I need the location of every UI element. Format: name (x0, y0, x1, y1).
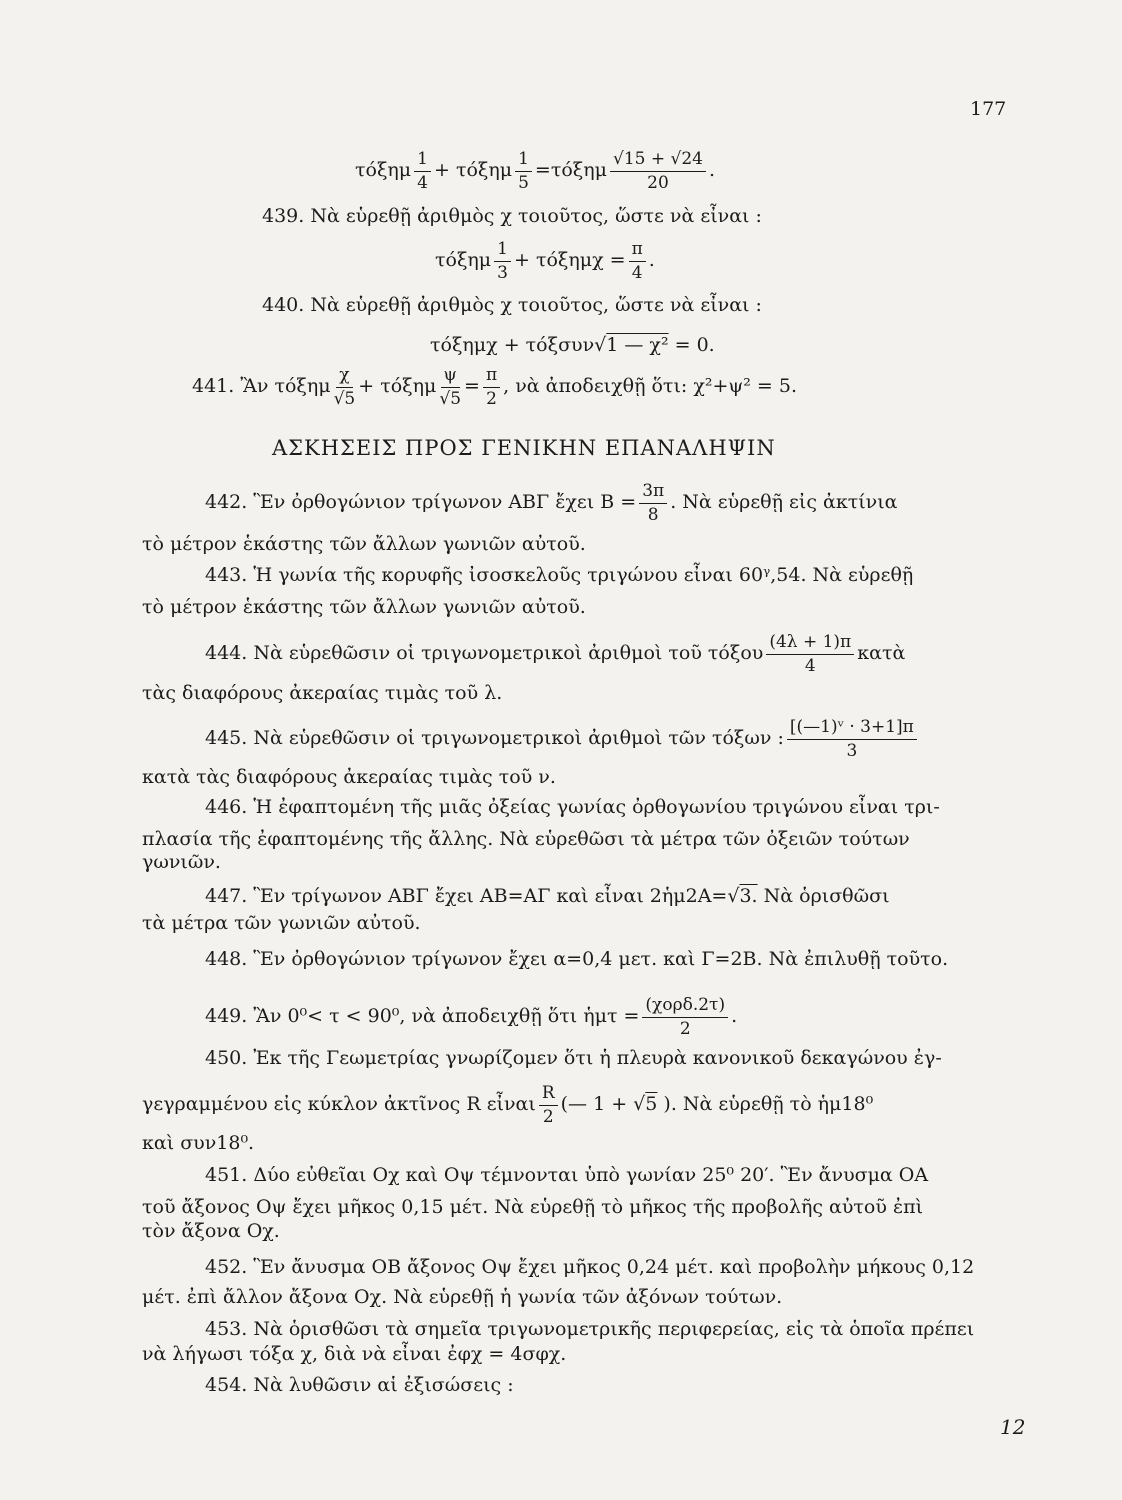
equation-top (355, 150, 715, 192)
eq-text: τόξημ (355, 159, 412, 182)
radicand: 1 — χ² (606, 334, 669, 356)
eq-text: τόξημ (435, 249, 492, 272)
page-number: 177 (970, 98, 1007, 120)
fraction (414, 150, 431, 192)
denominator: 4 (804, 655, 816, 676)
problem-449-line-1 (205, 996, 737, 1038)
problem-text: κατὰ (857, 642, 906, 665)
problem-text: Νὰ ὁρισθῶσι (757, 885, 890, 907)
eq-text: = 0. (668, 334, 715, 356)
fraction (483, 366, 500, 408)
fraction (610, 150, 706, 192)
problem-445-line-2: κατὰ τὰς διαφόρους ἀκεραίας τιμὰς τοῦ ν. (142, 766, 556, 788)
problem-text: . (731, 1005, 738, 1028)
problem-453-line-2: νὰ λήγωσι τόξα χ, διὰ νὰ εἶναι ἐφχ = 4σφχ. (142, 1343, 567, 1365)
problem-text: = (464, 375, 480, 398)
eq-text: + τόξημ (433, 159, 513, 182)
problem-446-line-3: γωνιῶν. (142, 851, 221, 873)
problem-451-line-3: τὸν ἄξονα Οχ. (142, 1220, 280, 1242)
problem-text: 449. Ἂν 0⁰< τ < 90⁰, νὰ ἀποδειχθῇ ὅτι ἡμτ = (205, 1005, 640, 1028)
problem-450-line-1: 450. Ἐκ τῆς Γεωμετρίας γνωρίζομεν ὅτι ἡ πλευρὰ κανονικοῦ δεκαγώνου ἐγ- (205, 1047, 942, 1069)
problem-450-line-3: καὶ συν18⁰. (142, 1132, 255, 1154)
problem-text: (— 1 + √ (560, 1093, 646, 1116)
fraction (439, 366, 461, 408)
numerator: ψ (441, 366, 460, 388)
eq-text: . (648, 249, 655, 272)
numerator: (χορδ.2τ) (642, 996, 728, 1018)
problem-text: 447. Ἓν τρίγωνον ΑΒΓ ἔχει ΑΒ=ΑΓ καὶ εἶναι 2ἡμ2Α=√ (205, 885, 740, 907)
problem-454-line-1: 454. Νὰ λυθῶσιν αἱ ἐξισώσεις : (205, 1374, 514, 1396)
problem-text: 441. Ἂν τόξημ (192, 375, 331, 398)
problem-452-line-1: 452. Ἓν ἄνυσμα ΟΒ ἄξονος Οψ ἔχει μῆκος 0,24 μέτ. καὶ προβολὴν μήκους 0,12 (205, 1256, 975, 1278)
problem-443-line-2: τὸ μέτρον ἑκάστης τῶν ἄλλων γωνιῶν αὐτοῦ. (142, 596, 586, 618)
denominator: 3 (846, 740, 858, 761)
problem-445-line-1 (205, 718, 920, 760)
denominator: 20 (647, 172, 669, 193)
denominator: 5 (518, 172, 529, 193)
problem-440: 440. Νὰ εὑρεθῇ ἀριθμὸς χ τοιοῦτος, ὥστε νὰ εἶναι : (262, 294, 762, 316)
eq-text: τόξημχ + τόξσυν√ (430, 334, 607, 356)
problem-453-line-1: 453. Νὰ ὁρισθῶσι τὰ σημεῖα τριγωνομετρικῆς περιφερείας, εἰς τὰ ὁποῖα πρέπει (205, 1318, 975, 1340)
problem-441 (192, 366, 797, 408)
problem-text: 444. Νὰ εὑρεθῶσιν οἱ τριγωνομετρικοὶ ἀριθμοὶ τοῦ τόξου (205, 642, 764, 665)
numerator: √15 + √24 (610, 150, 706, 172)
problem-444-line-1 (205, 633, 905, 675)
equation-439 (435, 240, 655, 282)
problem-text: 445. Νὰ εὑρεθῶσιν οἱ τριγωνομετρικοὶ ἀριθμοὶ τῶν τόξων : (205, 727, 784, 750)
numerator: χ (336, 366, 352, 388)
eq-text: =τόξημ (534, 159, 607, 182)
denominator: 4 (631, 262, 643, 283)
fraction (766, 633, 854, 675)
denominator: 2 (679, 1018, 691, 1039)
problem-text: , νὰ ἀποδειχθῇ ὅτι: χ²+ψ² = 5. (503, 375, 798, 398)
fraction (494, 240, 511, 282)
section-heading: ΑΣΚΗΣΕΙΣ ΠΡΟΣ ΓΕΝΙΚΗΝ ΕΠΑΝΑΛΗΨΙΝ (272, 436, 776, 460)
problem-447-line-2: τὰ μέτρα τῶν γωνιῶν αὐτοῦ. (142, 912, 421, 934)
fraction (334, 366, 356, 408)
problem-448-line-1: 448. Ἓν ὀρθογώνιον τρίγωνον ἔχει α=0,4 μετ. καὶ Γ=2Β. Νὰ ἐπιλυθῇ τοῦτο. (205, 948, 949, 970)
fraction (515, 150, 532, 192)
numerator: R (539, 1084, 558, 1106)
fraction (639, 482, 667, 524)
numerator: 1 (494, 240, 511, 262)
denominator: 4 (417, 172, 428, 193)
eq-text: + τόξημχ = (513, 249, 626, 272)
problem-450-line-2 (142, 1084, 873, 1126)
numerator: 3π (639, 482, 667, 504)
problem-text: + τόξημ (358, 375, 437, 398)
equation-440 (430, 336, 715, 355)
denominator: √5 (439, 388, 462, 409)
denominator: 3 (497, 262, 508, 283)
fraction (539, 1084, 558, 1126)
eq-text: . (708, 159, 716, 182)
numerator: (4λ + 1)π (766, 633, 854, 655)
problem-446-line-1: 446. Ἡ ἐφαπτομένη τῆς μιᾶς ὀξείας γωνίας ὀρθογωνίου τριγώνου εἶναι τρι- (205, 796, 940, 818)
denominator: 2 (486, 388, 497, 409)
problem-439: 439. Νὰ εὑρεθῇ ἀριθμὸς χ τοιοῦτος, ὥστε νὰ εἶναι : (262, 205, 762, 227)
radicand: 5 (645, 1093, 658, 1116)
fraction (629, 240, 646, 282)
numerator: 1 (515, 150, 532, 172)
problem-446-line-2: πλασία τῆς ἐφαπτομένης τῆς ἄλλης. Νὰ εὑρεθῶσι τὰ μέτρα τῶν ὀξειῶν τούτων (142, 828, 910, 850)
denominator: 2 (542, 1106, 554, 1127)
problem-text: ). Νὰ εὑρεθῇ τὸ ἡμ18⁰ (657, 1093, 874, 1116)
signature-number: 12 (1000, 1415, 1026, 1439)
problem-text: 442. Ἓν ὀρθογώνιον τρίγωνον ΑΒΓ ἔχει Β = (205, 491, 637, 514)
problem-451-line-1: 451. Δύο εὐθεῖαι Οχ καὶ Οψ τέμνονται ὑπὸ γωνίαν 25⁰ 20′. Ἓν ἄνυσμα ΟΑ (205, 1164, 929, 1186)
denominator: √5 (333, 388, 356, 409)
problem-text: γεγραμμένου εἰς κύκλον ἀκτῖνος R εἶναι (142, 1093, 536, 1116)
numerator: 1 (414, 150, 431, 172)
problem-442-line-2: τὸ μέτρον ἑκάστης τῶν ἄλλων γωνιῶν αὐτοῦ. (142, 533, 586, 555)
fraction (787, 718, 917, 760)
problem-444-line-2: τὰς διαφόρους ἀκεραίας τιμὰς τοῦ λ. (142, 682, 503, 704)
problem-451-line-2: τοῦ ἄξονος Οψ ἔχει μῆκος 0,15 μέτ. Νὰ εὑρεθῇ τὸ μῆκος τῆς προβολῆς αὐτοῦ ἐπὶ (142, 1196, 924, 1218)
numerator: [(—1)ᵛ · 3+1]π (787, 718, 917, 740)
numerator: π (483, 366, 500, 388)
problem-442-line-1 (205, 482, 898, 524)
problem-452-line-2: μέτ. ἐπὶ ἄλλον ἄξονα Οχ. Νὰ εὑρεθῇ ἡ γωνία τῶν ἀξόνων τούτων. (142, 1286, 783, 1308)
radicand: 3. (739, 885, 758, 907)
problem-447-line-1 (205, 887, 890, 906)
problem-text: . Νὰ εὑρεθῇ εἰς ἀκτίνια (670, 491, 898, 514)
denominator: 8 (647, 504, 659, 525)
problem-443-line-1: 443. Ἡ γωνία τῆς κορυφῆς ἰσοσκελοῦς τριγώνου εἶναι 60ᵞ,54. Νὰ εὑρεθῇ (205, 564, 914, 586)
numerator: π (629, 240, 646, 262)
fraction (642, 996, 728, 1038)
